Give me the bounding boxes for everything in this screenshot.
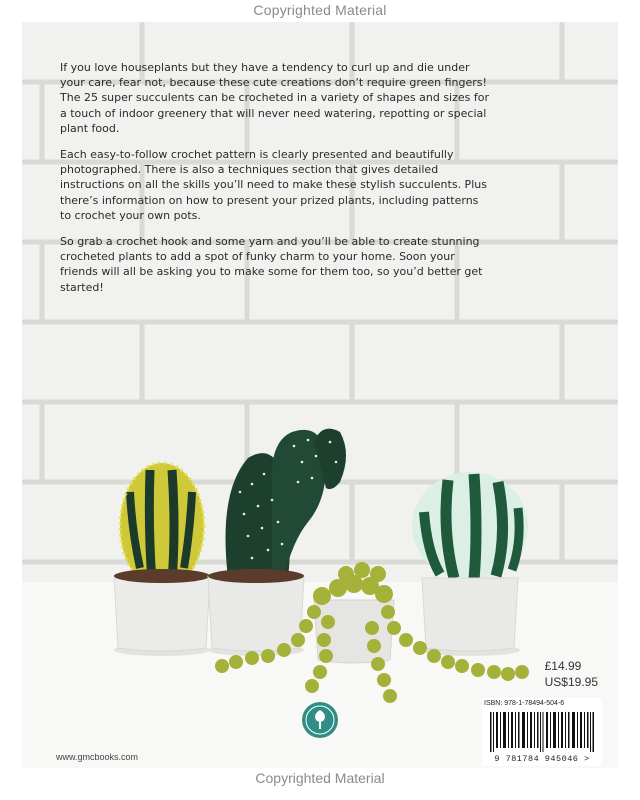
pot-center bbox=[208, 576, 304, 651]
bunny-ear-cactus bbox=[226, 429, 347, 578]
isbn-label: ISBN: 978-1-78494-504-6 bbox=[484, 700, 565, 707]
copyright-watermark-top: Copyrighted Material bbox=[253, 2, 387, 18]
copyright-watermark-bottom: Copyrighted Material bbox=[255, 770, 385, 786]
publisher-url: www.gmcbooks.com bbox=[56, 752, 139, 762]
crochet-cacti-photo bbox=[22, 22, 618, 768]
barcode-icon bbox=[490, 712, 594, 752]
price-gbp: £14.99 bbox=[544, 659, 582, 673]
blurb-paragraph-1: If you love houseplants but they have a tendency to curl up and die under your care, fear not, because these cute creations don’t require green fingers! The 25 super succulents can be crocheted in a variety of shapes and sizes for a touch of indoor greenery that will never need watering, repotting or special plant food. bbox=[60, 61, 490, 135]
pot-right bbox=[422, 578, 518, 651]
back-cover bbox=[22, 22, 618, 768]
green-barrel-cactus bbox=[412, 472, 528, 580]
price-usd: US$19.95 bbox=[544, 675, 598, 689]
pot-left bbox=[114, 576, 210, 651]
price-block bbox=[545, 658, 598, 690]
barcode-number: 9 781784 945046 > bbox=[494, 754, 590, 764]
blurb-paragraph-3: So grab a crochet hook and some yarn and you’ll be able to create stunning crocheted plants to add a spot of funky charm to your home. Soon your friends will all be asking you to make some for them too, so you’d better get started! bbox=[60, 235, 483, 294]
isbn-barcode-box bbox=[482, 698, 602, 766]
blurb-paragraph-2: Each easy-to-follow crochet pattern is clearly presented and beautifully photographed. There is also a techniques section that gives detailed instructions on all the skills you’ll need to make these stylish succulents. Plus there’s information on how to present your prized plants, including patterns to crochet your own pots. bbox=[60, 148, 487, 222]
tree-logo-icon bbox=[300, 700, 340, 740]
